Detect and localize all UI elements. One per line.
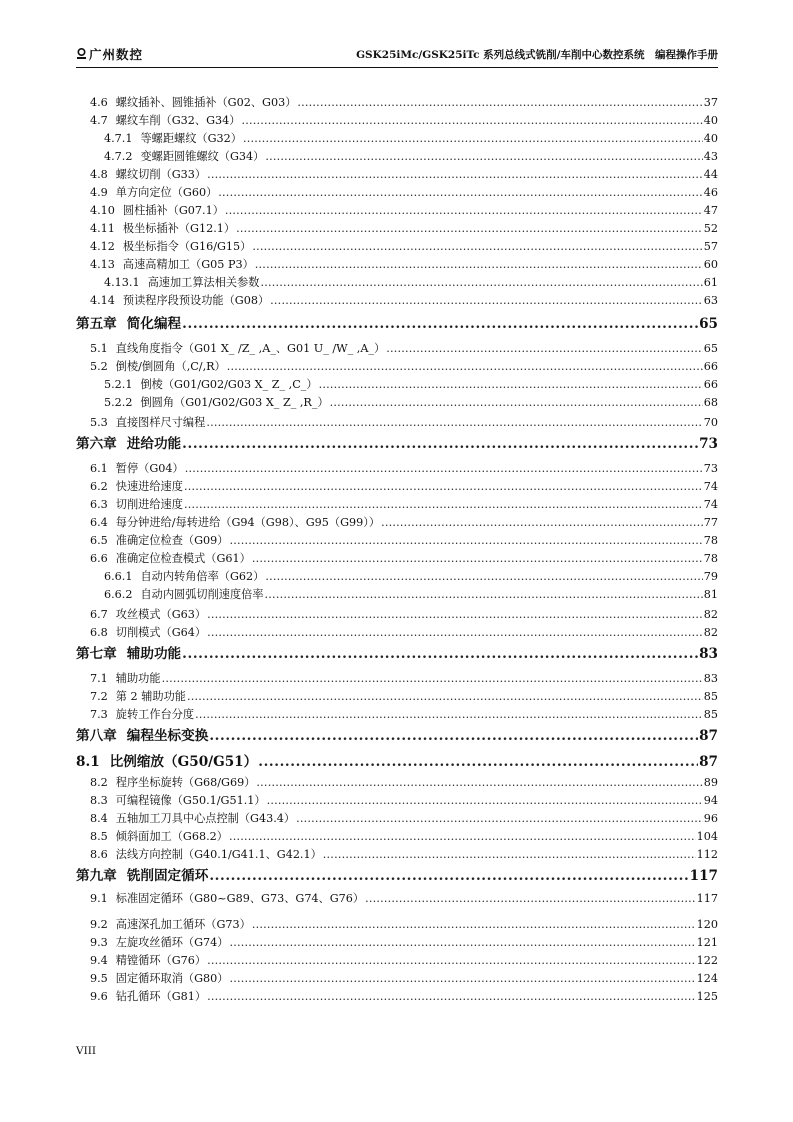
toc-number: 8.1 bbox=[76, 754, 100, 770]
toc-number: 6.7 bbox=[90, 608, 108, 621]
toc-number: 6.2 bbox=[90, 480, 108, 493]
toc-title: 倒圆角（G01/G02/G03 X_ Z_ ,R_） bbox=[140, 396, 329, 409]
toc-entry-row[interactable] bbox=[90, 934, 718, 950]
toc-entry-row[interactable] bbox=[90, 688, 718, 704]
toc-leader-dots bbox=[182, 436, 698, 452]
toc-page-number: 82 bbox=[703, 608, 718, 621]
toc-leader-dots bbox=[207, 990, 696, 1003]
toc-page-number: 78 bbox=[703, 534, 718, 547]
toc-number: 6.6.1 bbox=[104, 570, 133, 583]
toc-number: 6.4 bbox=[90, 516, 108, 529]
toc-number: 7.3 bbox=[90, 708, 108, 721]
toc-number: 第七章 bbox=[76, 646, 117, 662]
toc-leader-dots bbox=[207, 608, 703, 621]
toc-page-number: 77 bbox=[703, 516, 718, 529]
toc-chapter-row[interactable] bbox=[76, 750, 718, 770]
toc-page-number: 70 bbox=[703, 416, 718, 429]
toc-entry-row[interactable] bbox=[90, 952, 718, 968]
page-number: VIII bbox=[76, 1045, 97, 1057]
toc-title: 直接图样尺寸编程 bbox=[115, 416, 206, 429]
toc-number: 4.8 bbox=[90, 168, 108, 181]
toc-number: 9.5 bbox=[90, 972, 108, 985]
toc-title: 自动内圆弧切削速度倍率 bbox=[140, 588, 264, 601]
toc-title: 每分钟进给/每转进给（G94（G98）、G95（G99）） bbox=[115, 516, 381, 529]
toc-leader-dots bbox=[252, 552, 703, 565]
toc-title: 铣削固定循环 bbox=[126, 868, 209, 884]
toc-number: 6.8 bbox=[90, 626, 108, 639]
toc-leader-dots bbox=[182, 316, 698, 332]
toc-page-number: 40 bbox=[703, 132, 718, 145]
toc-page-number: 87 bbox=[699, 728, 718, 744]
toc-page-number: 85 bbox=[703, 690, 718, 703]
toc-leader-dots bbox=[229, 936, 695, 949]
toc-page-number: 57 bbox=[703, 240, 718, 253]
toc-entry-row[interactable] bbox=[90, 706, 718, 722]
toc-page-number: 68 bbox=[703, 396, 718, 409]
toc-entry-row[interactable] bbox=[90, 846, 718, 862]
toc-number: 第九章 bbox=[76, 868, 117, 884]
toc-leader-dots bbox=[252, 918, 696, 931]
toc-entry-row[interactable] bbox=[90, 970, 718, 986]
toc-leader-dots bbox=[229, 830, 696, 843]
toc-entry-row[interactable] bbox=[90, 514, 718, 530]
toc-page-number: 79 bbox=[703, 570, 718, 583]
toc-leader-dots bbox=[265, 150, 702, 163]
toc-entry-row[interactable] bbox=[90, 292, 718, 308]
toc-title: 辅助功能 bbox=[115, 672, 161, 685]
toc-chapter-row[interactable] bbox=[76, 864, 718, 884]
toc-leader-dots bbox=[207, 954, 696, 967]
toc-number: 5.2 bbox=[90, 360, 108, 373]
toc-number: 9.3 bbox=[90, 936, 108, 949]
toc-leader-dots bbox=[218, 186, 702, 199]
toc-entry-row[interactable] bbox=[90, 414, 718, 430]
toc-page-number: 125 bbox=[696, 990, 718, 1003]
toc-number: 6.5 bbox=[90, 534, 108, 547]
toc-page-number: 47 bbox=[703, 204, 718, 217]
toc-title: 直线角度指令（G01 X_ /Z_ ,A_、G01 U_ /W_ ,A_） bbox=[115, 342, 386, 355]
toc-number: 8.4 bbox=[90, 812, 108, 825]
toc-title: 切削进给速度 bbox=[115, 498, 183, 511]
toc-title: 极坐标插补（G12.1） bbox=[122, 222, 236, 235]
company-logo bbox=[76, 46, 143, 62]
header-rule bbox=[76, 67, 718, 68]
toc-entry-row[interactable] bbox=[90, 166, 718, 182]
toc-entry-row[interactable] bbox=[104, 568, 718, 584]
toc-title: 螺纹切削（G33） bbox=[115, 168, 207, 181]
toc-entry-row[interactable] bbox=[90, 184, 718, 200]
toc-chapter-row[interactable] bbox=[76, 312, 718, 332]
toc-number: 4.11 bbox=[90, 222, 115, 235]
toc-number: 6.3 bbox=[90, 498, 108, 511]
toc-number: 4.9 bbox=[90, 186, 108, 199]
toc-leader-dots bbox=[297, 96, 702, 109]
toc-leader-dots bbox=[265, 588, 703, 601]
toc-page-number: 89 bbox=[703, 776, 718, 789]
toc-number: 9.4 bbox=[90, 954, 108, 967]
toc-leader-dots bbox=[206, 416, 702, 429]
toc-title: 高速深孔加工循环（G73） bbox=[115, 918, 251, 931]
toc-leader-dots bbox=[225, 204, 703, 217]
toc-leader-dots bbox=[241, 114, 702, 127]
toc-title: 程序坐标旋转（G68/G69） bbox=[115, 776, 256, 789]
toc-leader-dots bbox=[365, 892, 696, 905]
toc-entry-row[interactable] bbox=[104, 148, 718, 164]
toc-number: 第五章 bbox=[76, 316, 117, 332]
toc-leader-dots bbox=[229, 972, 695, 985]
toc-page-number: 60 bbox=[703, 258, 718, 271]
toc-number: 4.14 bbox=[90, 294, 115, 307]
toc-page-number: 52 bbox=[703, 222, 718, 235]
toc-page-number: 66 bbox=[703, 360, 718, 373]
toc-entry-row[interactable] bbox=[104, 274, 718, 290]
toc-title: 高速加工算法相关参数 bbox=[147, 276, 260, 289]
toc-entry-row[interactable] bbox=[90, 916, 718, 932]
toc-title: 高速高精加工（G05 P3） bbox=[122, 258, 254, 271]
toc-page-number: 66 bbox=[703, 378, 718, 391]
toc-leader-dots bbox=[330, 396, 703, 409]
toc-number: 9.6 bbox=[90, 990, 108, 1003]
toc-entry-row[interactable] bbox=[90, 792, 718, 808]
toc-number: 4.7 bbox=[90, 114, 108, 127]
toc-number: 5.2.1 bbox=[104, 378, 133, 391]
toc-title: 进给功能 bbox=[126, 436, 182, 452]
toc-number: 9.1 bbox=[90, 892, 108, 905]
toc-chapter-row[interactable] bbox=[76, 432, 718, 452]
toc-number: 第六章 bbox=[76, 436, 117, 452]
toc-page-number: 74 bbox=[703, 480, 718, 493]
toc-leader-dots bbox=[270, 294, 703, 307]
toc-leader-dots bbox=[207, 168, 703, 181]
toc-leader-dots bbox=[252, 240, 702, 253]
toc-leader-dots bbox=[319, 378, 703, 391]
toc-number: 4.7.1 bbox=[104, 132, 133, 145]
toc-title: 倒棱/倒圆角（,C/,R） bbox=[115, 360, 226, 373]
toc-title: 可编程镜像（G50.1/G51.1） bbox=[115, 794, 266, 807]
toc-entry-row[interactable] bbox=[90, 828, 718, 844]
toc-title: 五轴加工刀具中心点控制（G43.4） bbox=[115, 812, 296, 825]
toc-page-number: 121 bbox=[696, 936, 718, 949]
toc-title: 暂停（G04） bbox=[115, 462, 184, 475]
toc-page-number: 104 bbox=[696, 830, 718, 843]
toc-title: 固定循环取消（G80） bbox=[115, 972, 229, 985]
logo-mark-icon bbox=[76, 48, 87, 60]
toc-title: 法线方向控制（G40.1/G41.1、G42.1） bbox=[115, 848, 322, 861]
toc-leader-dots bbox=[209, 728, 698, 744]
toc-entry-row[interactable] bbox=[90, 94, 718, 110]
toc-title: 变螺距圆锥螺纹（G34） bbox=[140, 150, 265, 163]
toc-chapter-row[interactable] bbox=[76, 724, 718, 744]
toc-entry-row[interactable] bbox=[90, 810, 718, 826]
toc-number: 5.3 bbox=[90, 416, 108, 429]
toc-number: 7.1 bbox=[90, 672, 108, 685]
toc-number: 4.13.1 bbox=[104, 276, 140, 289]
toc-page-number: 96 bbox=[703, 812, 718, 825]
toc-number: 5.2.2 bbox=[104, 396, 133, 409]
toc-leader-dots bbox=[187, 690, 703, 703]
toc-entry-row[interactable] bbox=[104, 394, 718, 410]
toc-page-number: 74 bbox=[703, 498, 718, 511]
toc-title: 圆柱插补（G07.1） bbox=[122, 204, 224, 217]
toc-title: 辅助功能 bbox=[126, 646, 182, 662]
toc-page-number: 120 bbox=[696, 918, 718, 931]
toc-title: 切削模式（G64） bbox=[115, 626, 207, 639]
toc-leader-dots bbox=[184, 480, 703, 493]
toc-page-number: 65 bbox=[699, 316, 718, 332]
toc-leader-dots bbox=[386, 342, 703, 355]
toc-page-number: 87 bbox=[699, 754, 718, 770]
toc-entry-row[interactable] bbox=[90, 496, 718, 512]
toc-number: 8.3 bbox=[90, 794, 108, 807]
toc-entry-row[interactable] bbox=[90, 550, 718, 566]
toc-leader-dots bbox=[195, 708, 703, 721]
toc-leader-dots bbox=[267, 794, 703, 807]
toc-page-number: 61 bbox=[703, 276, 718, 289]
toc-page-number: 43 bbox=[703, 150, 718, 163]
toc-number: 6.6.2 bbox=[104, 588, 133, 601]
toc-number: 第八章 bbox=[76, 728, 117, 744]
toc-entry-row[interactable] bbox=[90, 460, 718, 476]
toc-entry-row[interactable] bbox=[90, 774, 718, 790]
manual-title: GSK25iMc/GSK25iTc 系列总线式铣削/车削中心数控系统 编程操作手册 bbox=[356, 49, 718, 61]
toc-title: 单方向定位（G60） bbox=[115, 186, 218, 199]
toc-entry-row[interactable] bbox=[90, 532, 718, 548]
toc-title: 螺纹插补、圆锥插补（G02、G03） bbox=[115, 96, 297, 109]
toc-page-number: 65 bbox=[703, 342, 718, 355]
toc-number: 7.2 bbox=[90, 690, 108, 703]
toc-page-number: 83 bbox=[703, 672, 718, 685]
toc-leader-dots bbox=[255, 258, 703, 271]
toc-leader-dots bbox=[296, 812, 703, 825]
toc-number: 4.6 bbox=[90, 96, 108, 109]
toc-title: 编程坐标变换 bbox=[126, 728, 209, 744]
toc-entry-row[interactable] bbox=[104, 376, 718, 392]
toc-title: 第 2 辅助功能 bbox=[115, 690, 186, 703]
toc-leader-dots bbox=[260, 276, 702, 289]
toc-chapter-row[interactable] bbox=[76, 642, 718, 662]
toc-entry-row[interactable] bbox=[90, 890, 718, 906]
toc-number: 4.7.2 bbox=[104, 150, 133, 163]
toc-title: 简化编程 bbox=[126, 316, 182, 332]
toc-number: 4.10 bbox=[90, 204, 115, 217]
toc-number: 4.12 bbox=[90, 240, 115, 253]
toc-leader-dots bbox=[162, 672, 703, 685]
toc-entry-row[interactable] bbox=[90, 624, 718, 640]
toc-title: 倾斜面加工（G68.2） bbox=[115, 830, 228, 843]
toc-page-number: 117 bbox=[689, 868, 718, 884]
toc-leader-dots bbox=[265, 570, 702, 583]
toc-entry-row[interactable] bbox=[90, 256, 718, 272]
toc-title: 比例缩放（G50/G51） bbox=[109, 754, 258, 770]
toc-page-number: 37 bbox=[703, 96, 718, 109]
toc-entry-row[interactable] bbox=[90, 478, 718, 494]
toc-title: 等螺距螺纹（G32） bbox=[140, 132, 242, 145]
toc-leader-dots bbox=[227, 360, 703, 373]
toc-title: 左旋攻丝循环（G74） bbox=[115, 936, 229, 949]
toc-page-number: 82 bbox=[703, 626, 718, 639]
toc-title: 倒棱（G01/G02/G03 X_ Z_ ,C_） bbox=[140, 378, 318, 391]
toc-entry-row[interactable] bbox=[90, 606, 718, 622]
toc-leader-dots bbox=[236, 222, 703, 235]
toc-title: 极坐标指令（G16/G15） bbox=[122, 240, 252, 253]
page-header bbox=[76, 44, 718, 64]
toc-entry-row[interactable] bbox=[90, 112, 718, 128]
toc-entry-row[interactable] bbox=[104, 586, 718, 602]
toc-leader-dots bbox=[209, 868, 688, 884]
toc-leader-dots bbox=[243, 132, 703, 145]
logo-text: 广州数控 bbox=[89, 47, 144, 62]
toc-leader-dots bbox=[258, 754, 698, 770]
toc-title: 攻丝模式（G63） bbox=[115, 608, 207, 621]
toc-title: 预读程序段预设功能（G08） bbox=[122, 294, 270, 307]
toc-title: 准确定位检查模式（G61） bbox=[115, 552, 251, 565]
toc-page-number: 112 bbox=[696, 848, 718, 861]
toc-page-number: 44 bbox=[703, 168, 718, 181]
toc-page-number: 73 bbox=[703, 462, 718, 475]
toc-title: 准确定位检查（G09） bbox=[115, 534, 229, 547]
toc-number: 6.1 bbox=[90, 462, 108, 475]
toc-leader-dots bbox=[256, 776, 702, 789]
toc-page-number: 46 bbox=[703, 186, 718, 199]
toc-number: 8.5 bbox=[90, 830, 108, 843]
toc-leader-dots bbox=[182, 646, 698, 662]
toc-number: 5.1 bbox=[90, 342, 108, 355]
toc-entry-row[interactable] bbox=[90, 670, 718, 686]
toc-leader-dots bbox=[323, 848, 696, 861]
toc-number: 8.6 bbox=[90, 848, 108, 861]
toc-number: 9.2 bbox=[90, 918, 108, 931]
toc-leader-dots bbox=[184, 498, 703, 511]
toc-title: 螺纹车削（G32、G34） bbox=[115, 114, 241, 127]
toc-number: 8.2 bbox=[90, 776, 108, 789]
toc-title: 钻孔循环（G81） bbox=[115, 990, 207, 1003]
toc-title: 快速进给速度 bbox=[115, 480, 183, 493]
toc-entry-row[interactable] bbox=[90, 202, 718, 218]
toc-leader-dots bbox=[381, 516, 703, 529]
toc-page-number: 124 bbox=[696, 972, 718, 985]
toc-page-number: 73 bbox=[699, 436, 718, 452]
toc-leader-dots bbox=[229, 534, 702, 547]
toc-number: 6.6 bbox=[90, 552, 108, 565]
toc-page-number: 40 bbox=[703, 114, 718, 127]
toc-page-number: 81 bbox=[703, 588, 718, 601]
toc-entry-row[interactable] bbox=[90, 988, 718, 1004]
toc-page-number: 83 bbox=[699, 646, 718, 662]
toc-title: 精镗循环（G76） bbox=[115, 954, 207, 967]
toc-leader-dots bbox=[207, 626, 703, 639]
toc-page-number: 78 bbox=[703, 552, 718, 565]
toc-title: 标准固定循环（G80~G89、G73、G74、G76） bbox=[115, 892, 365, 905]
toc-entry-row[interactable] bbox=[104, 130, 718, 146]
toc-entry-row[interactable] bbox=[90, 358, 718, 374]
toc-entry-row[interactable] bbox=[90, 340, 718, 356]
toc-title: 旋转工作台分度 bbox=[115, 708, 195, 721]
toc-leader-dots bbox=[185, 462, 703, 475]
toc-number: 4.13 bbox=[90, 258, 115, 271]
toc-page-number: 122 bbox=[696, 954, 718, 967]
toc-page-number: 94 bbox=[703, 794, 718, 807]
toc-title: 自动内转角倍率（G62） bbox=[140, 570, 265, 583]
toc-page-number: 117 bbox=[696, 892, 718, 905]
toc-page-number: 85 bbox=[703, 708, 718, 721]
toc-page-number: 63 bbox=[703, 294, 718, 307]
toc-entry-row[interactable] bbox=[90, 238, 718, 254]
toc-entry-row[interactable] bbox=[90, 220, 718, 236]
